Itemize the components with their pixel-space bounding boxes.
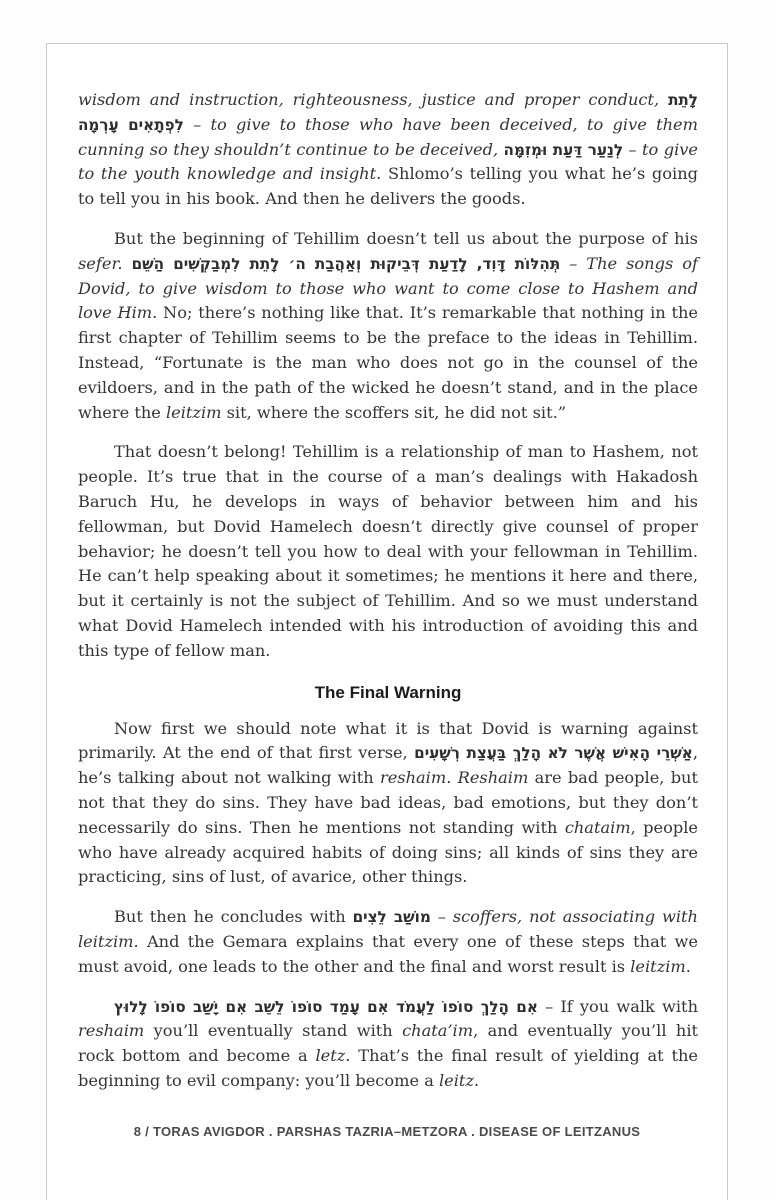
- page-footer: 8 / TORAS AVIGDOR . PARSHAS TAZRIA–METZORA . DISEASE OF LEITZANUS: [133, 1124, 641, 1139]
- text-run: are bad people, but not that they do sins. They have bad ideas, bad emotions, but they don’t necessarily do sins. Then he mentions not standing with: [78, 768, 698, 837]
- paragraph: [78, 717, 698, 891]
- text-run: And the Gemara explains that every one of these steps that we must avoid, one leads to the other and the final and worst result is: [78, 931, 698, 976]
- paragraph: [78, 905, 698, 979]
- text-run: – scoffers, not associating with leitzim.: [78, 907, 698, 951]
- text-run: But the beginning of Tehillim doesn’t tell us about the purpose of his: [114, 228, 698, 248]
- hebrew-text-run: מוֹשַׁב לֵצִים: [352, 908, 431, 927]
- text-run: sefer.: [78, 253, 123, 273]
- book-page: [46, 43, 728, 1200]
- hebrew-text-run: לְנַעַר דַּעַת וּמְזִמָּה: [503, 140, 624, 159]
- paragraph: [78, 995, 698, 1094]
- text-run: No; there’s nothing like that. It’s remarkable that nothing in the first chapter of Tehillim seems to be the preface to the ideas in Tehillim. Instead, “Fortunate is the man who does not go in the counsel of the evildoers, and in the path of the wicked he doesn’t stand, and in the place where the: [78, 303, 698, 422]
- text-run: Now first we should note what it is that Dovid is warning against primarily. At the end of that first verse,: [78, 718, 698, 763]
- text-run: chata’im: [402, 1021, 474, 1041]
- hebrew-text-run: אַשְׁרֵי הָאִישׁ אֲשֶׁר לֹא הָלַךְ בַּעֲצַת רְשָׁעִים: [414, 744, 693, 763]
- text-run: reshaim. Reshaim: [379, 768, 529, 788]
- text-run: leitzim: [165, 402, 222, 422]
- text-run: leitzim: [630, 956, 686, 976]
- hebrew-text-run: לָתֵת לִפְתָאִים עָרְמָה: [78, 91, 698, 134]
- hebrew-text-run: תְּהִלּוֹת דָּוִד, לָדַעַת דְּבֵיקוּת וְאַהֲבַת ה׳ לָתֵת לִמְבַקְשִׁים הַשֵּׁם: [131, 254, 561, 273]
- text-run: – to give to the youth knowledge and insight.: [78, 139, 698, 184]
- text-run: .: [685, 956, 691, 976]
- section-heading: The Final Warning: [314, 682, 462, 702]
- text-run: , and eventually you’ll hit rock bottom and become a: [78, 1021, 698, 1066]
- text-run: [123, 254, 132, 273]
- text-run: , people who have already acquired habits of doing sins; all kinds of sins they are practicing, sins of lust, of avarice, other things.: [78, 817, 698, 887]
- text-run: .: [473, 1070, 480, 1090]
- hebrew-text-run: אִם הָלַךְ סוֹפוֹ לַעֲמֹד אִם עָמַד סוֹפוֹ לֵשֵׁב אִם יָשַׁב סוֹפוֹ לָלוּץ: [114, 997, 538, 1016]
- paragraph: [78, 440, 698, 663]
- text-run: letz: [315, 1046, 346, 1066]
- text-run: , he’s talking about not walking with: [78, 743, 698, 788]
- text-run: That doesn’t belong! Tehillim is a relationship of man to Hashem, not people. It’s true that in the course of a man’s dealings with Hakadosh Baruch Hu, he develops in ways of behavior between him and his fellowman, but Dovid Hamelech doesn’t directly give counsel of proper behavior; he doesn’t tell you how to deal with your fellowman in Tehillim. He can’t help speaking about it sometimes; he mentions it here and there, but it certainly is not the subject of Tehillim. And so we must understand what Dovid Hamelech intended with his introduction of avoiding this and this type of fellow man.: [78, 442, 698, 660]
- text-run: sit, where the scoffers sit, he did not sit.”: [221, 402, 566, 422]
- text-run: – The songs of Dovid, to give wisdom to those who want to come close to Hashem and love Him.: [78, 253, 698, 323]
- text-run: Shlomo’s telling you what he’s going to tell you in his book. And then he delivers the goods.: [78, 164, 698, 209]
- text-run: . That’s the final result of yielding at the beginning to evil company: you’ll become a: [78, 1046, 699, 1090]
- text-run: leitz: [439, 1070, 474, 1090]
- text-run: – If you walk with: [537, 996, 698, 1016]
- paragraph: [78, 88, 698, 212]
- text-run: reshaim: [78, 1021, 145, 1041]
- text-run: you’ll eventually stand with: [144, 1021, 403, 1041]
- text-run: – to give to those who have been deceived, to give them cunning so they shouldn’t continue to be deceived,: [78, 114, 698, 159]
- text-column: [78, 88, 698, 1109]
- text-run: wisdom and instruction, righteousness, justice and proper conduct,: [78, 90, 669, 109]
- text-run: But then he concludes with: [114, 907, 353, 927]
- text-run: chataim: [564, 817, 631, 837]
- paragraph: [78, 227, 698, 425]
